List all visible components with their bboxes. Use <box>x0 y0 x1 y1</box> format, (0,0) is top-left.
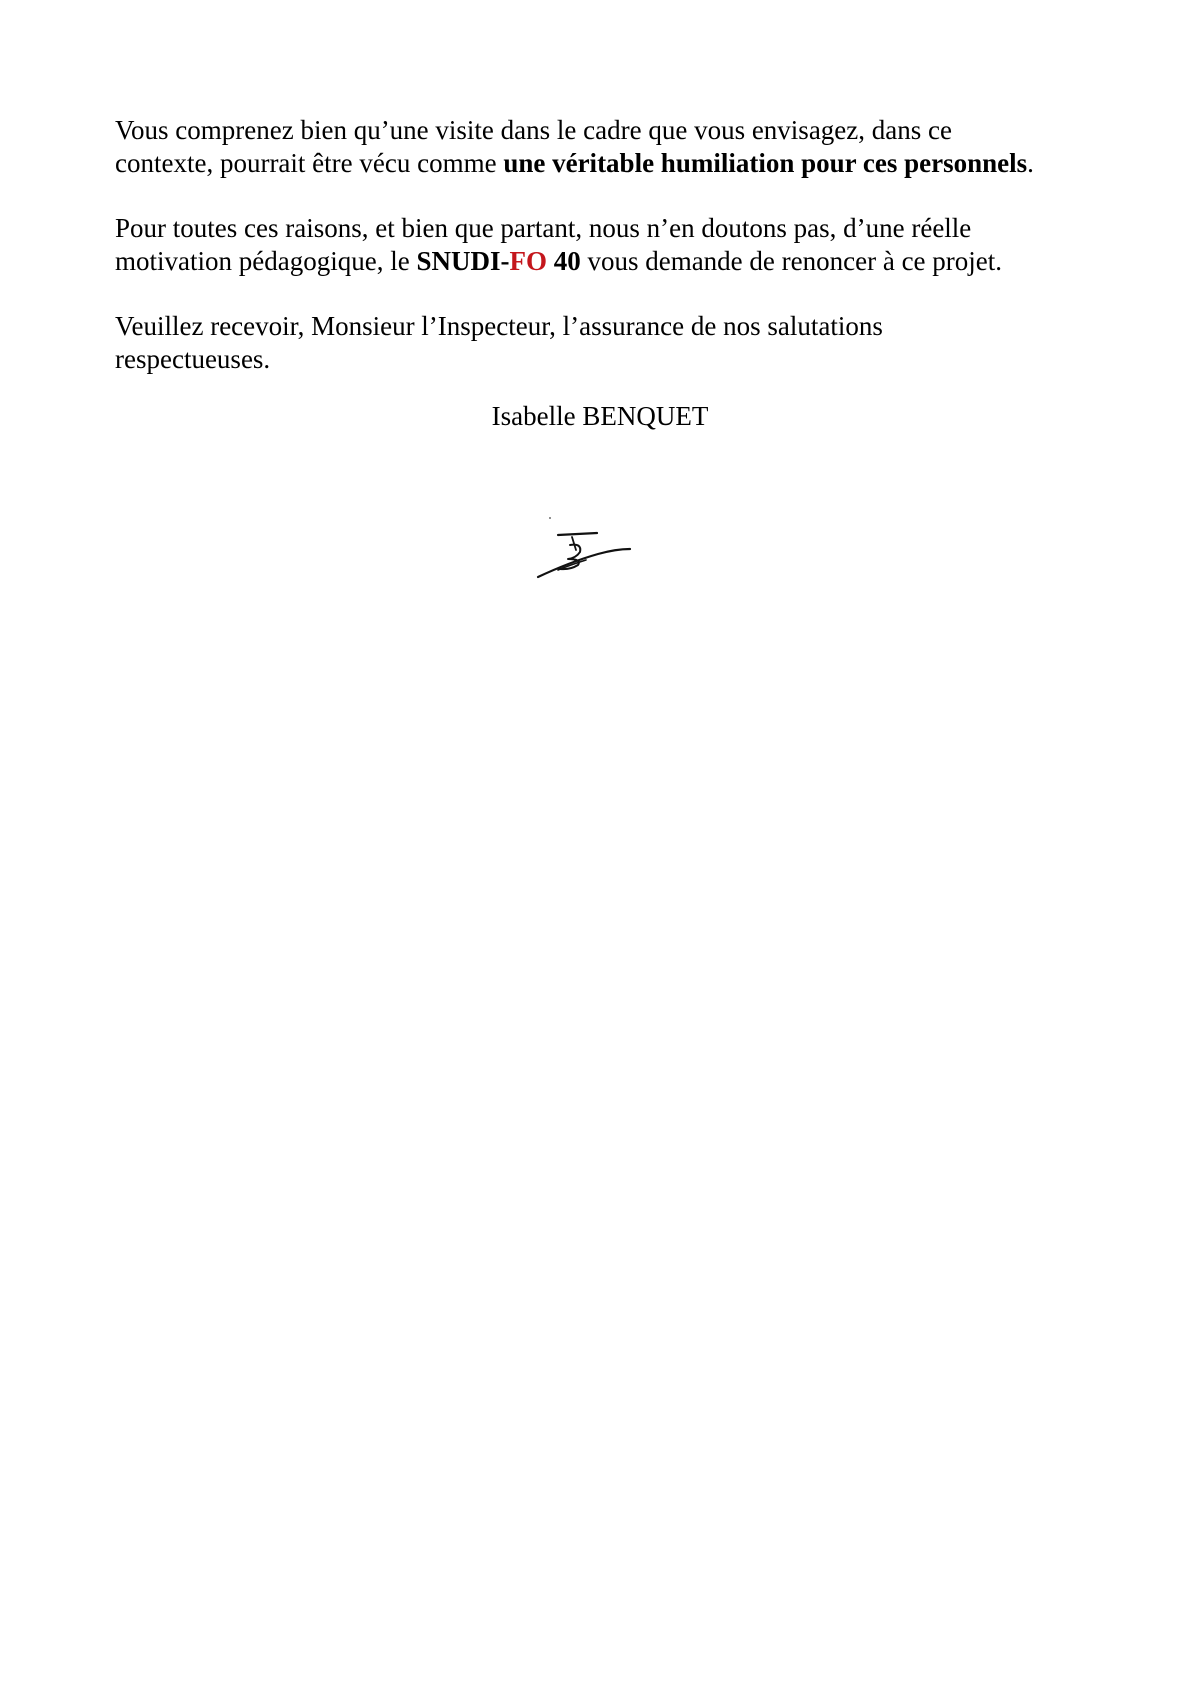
paragraph-line: Veuillez recevoir, Monsieur l’Inspecteur, l’assurance de nos salutations <box>115 311 883 341</box>
text-run: contexte, pourrait être vécu comme <box>115 148 504 178</box>
paragraph-line: Vous comprenez bien qu’une visite dans le cadre que vous envisagez, dans ce <box>115 115 952 145</box>
paragraph-humiliation <box>115 114 1095 180</box>
paragraph-line <box>115 245 1095 278</box>
letter-body <box>115 114 1095 408</box>
union-name-part: 40 <box>546 246 581 276</box>
paragraph-request <box>115 212 1095 278</box>
emphasis-text: une véritable humiliation pour ces personnels <box>503 148 1028 178</box>
paragraph-closing <box>115 310 1095 376</box>
union-name <box>416 246 580 276</box>
text-run: vous demande de renoncer à ce projet. <box>580 246 1003 276</box>
handwritten-signature <box>530 510 650 580</box>
paragraph-line <box>115 147 1095 180</box>
text-run: . <box>1027 148 1034 178</box>
signatory-name-text: Isabelle BENQUET <box>491 401 709 431</box>
text-run: motivation pédagogique, le <box>115 246 417 276</box>
paragraph-line: Pour toutes ces raisons, et bien que partant, nous n’en doutons pas, d’une réelle <box>115 213 972 243</box>
signatory-name <box>0 400 1190 433</box>
union-name-part: SNUDI- <box>416 246 510 276</box>
paragraph-line: respectueuses. <box>115 344 271 374</box>
union-name-fo: FO <box>509 246 547 276</box>
